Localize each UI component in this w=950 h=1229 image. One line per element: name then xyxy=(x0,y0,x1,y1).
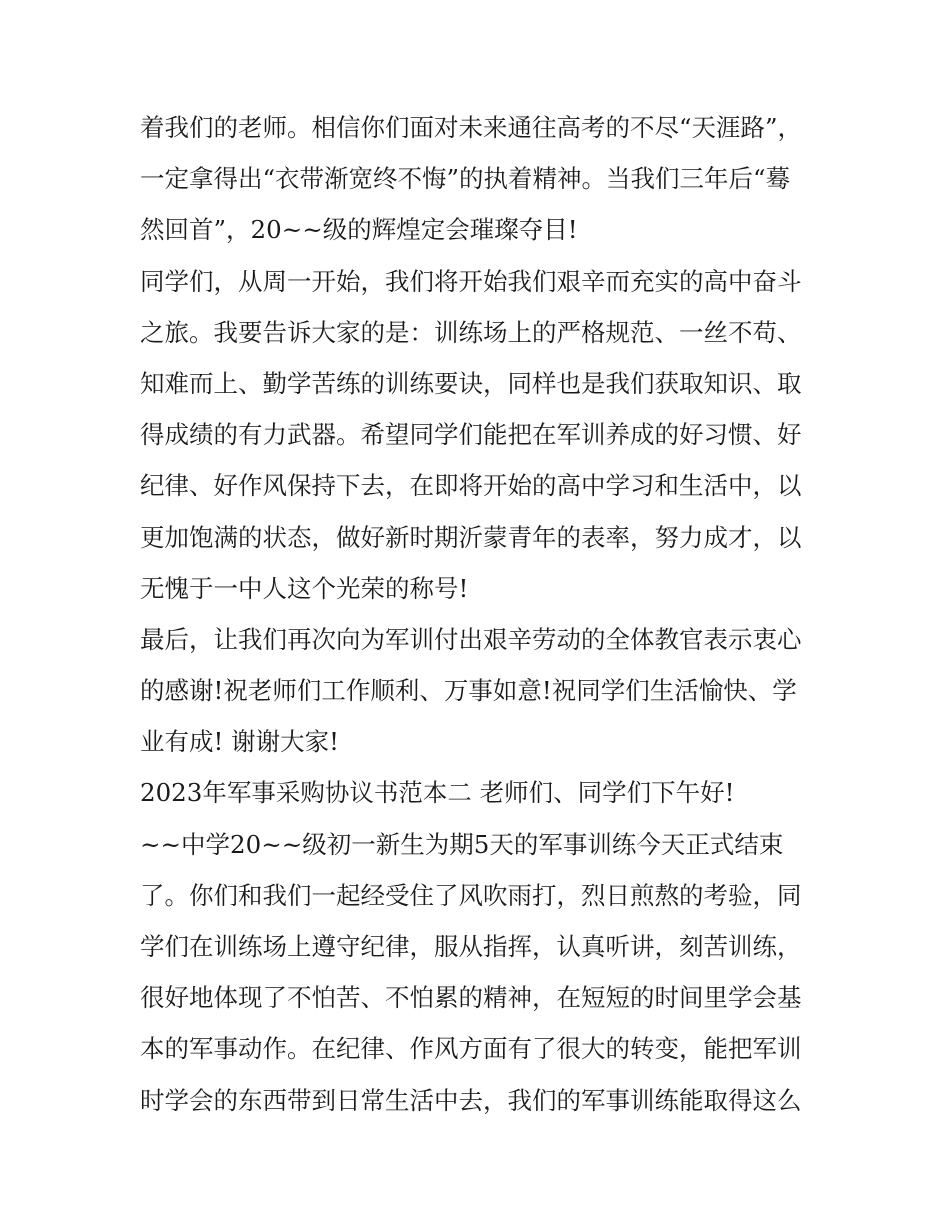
text-line: 同学们，从周一开始，我们将开始我们艰辛而充实的高中奋斗 xyxy=(140,266,802,296)
text-line: 本的军事动作。在纪律、作风方面有了很大的转变，能把军训 xyxy=(140,1034,802,1064)
text-line: 很好地体现了不怕苦、不怕累的精神，在短短的时间里学会基 xyxy=(140,983,802,1013)
text-line: 之旅。我要告诉大家的是：训练场上的严格规范、一丝不苟、 xyxy=(140,317,802,347)
text-line: 了。你们和我们一起经受住了风吹雨打，烈日煎熬的考验，同 xyxy=(140,880,802,910)
text-line: 一定拿得出“衣带渐宽终不悔”的执着精神。当我们三年后“蓦 xyxy=(140,164,791,194)
text-line: 然回首”，20~~级的辉煌定会璀璨夺目! xyxy=(140,215,578,245)
text-line: 的感谢!祝老师们工作顺利、万事如意!祝同学们生活愉快、学 xyxy=(140,676,797,706)
text-line: 得成绩的有力武器。希望同学们能把在军训养成的好习惯、好 xyxy=(140,420,802,450)
text-line: 学们在训练场上遵守纪律，服从指挥，认真听讲，刻苦训练， xyxy=(140,932,802,961)
text-line: 纪律、好作风保持下去，在即将开始的高中学习和生活中，以 xyxy=(140,471,802,501)
text-line: 着我们的老师。相信你们面对未来通往高考的不尽“天涯路”， xyxy=(140,113,803,142)
text-line: 知难而上、勤学苦练的训练要诀，同样也是我们获取知识、取 xyxy=(140,368,802,398)
text-line: 业有成! 谢谢大家! xyxy=(140,727,339,757)
text-line: 无愧于一中人这个光荣的称号! xyxy=(140,573,469,603)
text-line: 2023年军事采购协议书范本二 老师们、同学们下午好! xyxy=(140,778,735,808)
text-line: 更加饱满的状态，做好新时期沂蒙青年的表率，努力成才，以 xyxy=(140,522,802,552)
document-body xyxy=(140,102,820,1126)
text-line: 时学会的东西带到日常生活中去，我们的军事训练能取得这么 xyxy=(140,1085,802,1115)
text-line: 最后，让我们再次向为军训付出艰辛劳动的全体教官表示衷心 xyxy=(140,624,802,654)
text-line: ~~中学20~~级初一新生为期5天的军事训练今天正式结束 xyxy=(140,829,784,859)
